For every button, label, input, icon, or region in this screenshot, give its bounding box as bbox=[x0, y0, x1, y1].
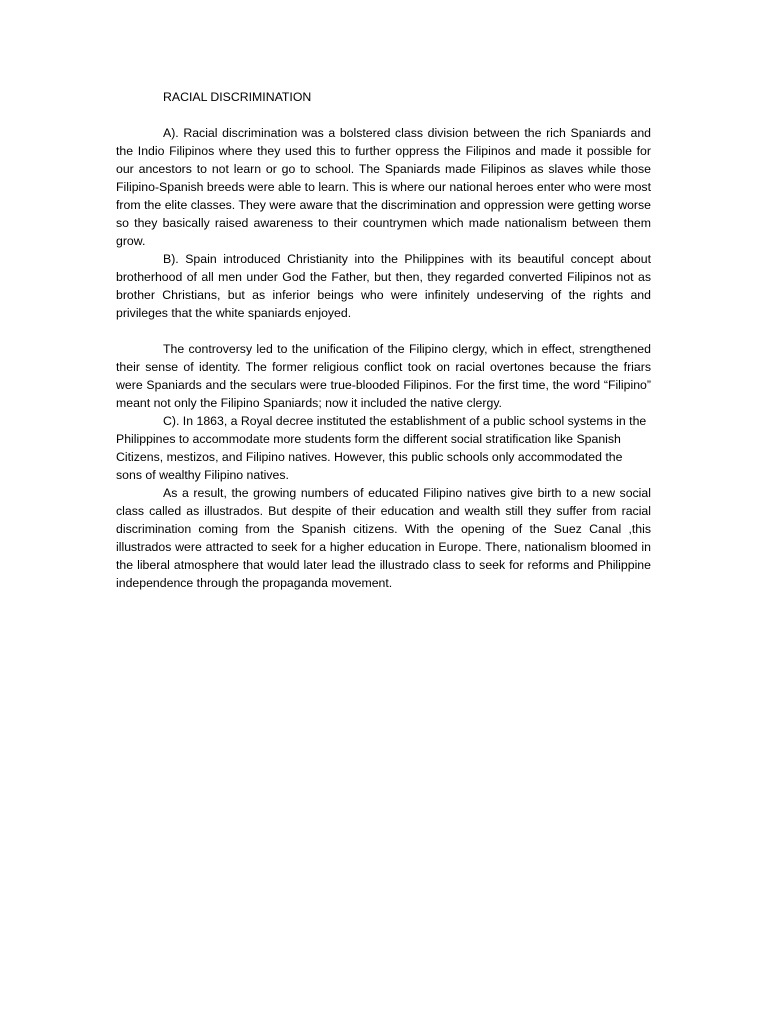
document-title: RACIAL DISCRIMINATION bbox=[163, 90, 312, 104]
paragraph-result: As a result, the growing numbers of educated Filipino natives give birth to a new social class called as illustrados. But despite of their education and wealth still they suffer from racial discrimination coming from the Spanish citizens. With the opening of the Suez Canal ,this illustrados were attracted to seek for a higher education in Europe. There, nationalism bloomed in the liberal atmosphere that would later lead the illustrado class to seek for reforms and Philippine independence through the propaganda movement. bbox=[116, 486, 651, 590]
document-page bbox=[116, 88, 651, 592]
paragraph-controversy: The controversy led to the unification of the Filipino clergy, which in effect, strengthened their sense of identity. The former religious conflict took on racial overtones because the friars were Spaniards and the seculars were true-blooded Filipinos. For the first time, the word “Filipino” meant not only the Filipino Spaniards; now it included the native clergy. bbox=[116, 342, 651, 410]
paragraph-b: B). Spain introduced Christianity into the Philippines with its beautiful concept about brotherhood of all men under God the Father, but then, they regarded converted Filipinos not as brother Christians, but as inferior beings who were infinitely undeserving of the rights and privileges that the white spaniards enjoyed. bbox=[116, 252, 651, 320]
paragraph-a: A). Racial discrimination was a bolstered class division between the rich Spaniards and the Indio Filipinos where they used this to further oppress the Filipinos and made it possible for our ancestors to not learn or go to school. The Spaniards made Filipinos as slaves while those Filipino-Spanish breeds were able to learn. This is where our national heroes enter who were most from the elite classes. They were aware that the discrimination and oppression were getting worse so they basically raised awareness to their countrymen which made nationalism between them grow. bbox=[116, 126, 651, 248]
paragraph-spacer bbox=[116, 322, 651, 340]
paragraph-c: C). In 1863, a Royal decree instituted the establishment of a public school systems in the Philippines to accommodate more students form the different social stratification like Spanish Citizens, mestizos, and Filipino natives. However, this public schools only accommodated the sons of wealthy Filipino natives. bbox=[116, 414, 647, 482]
